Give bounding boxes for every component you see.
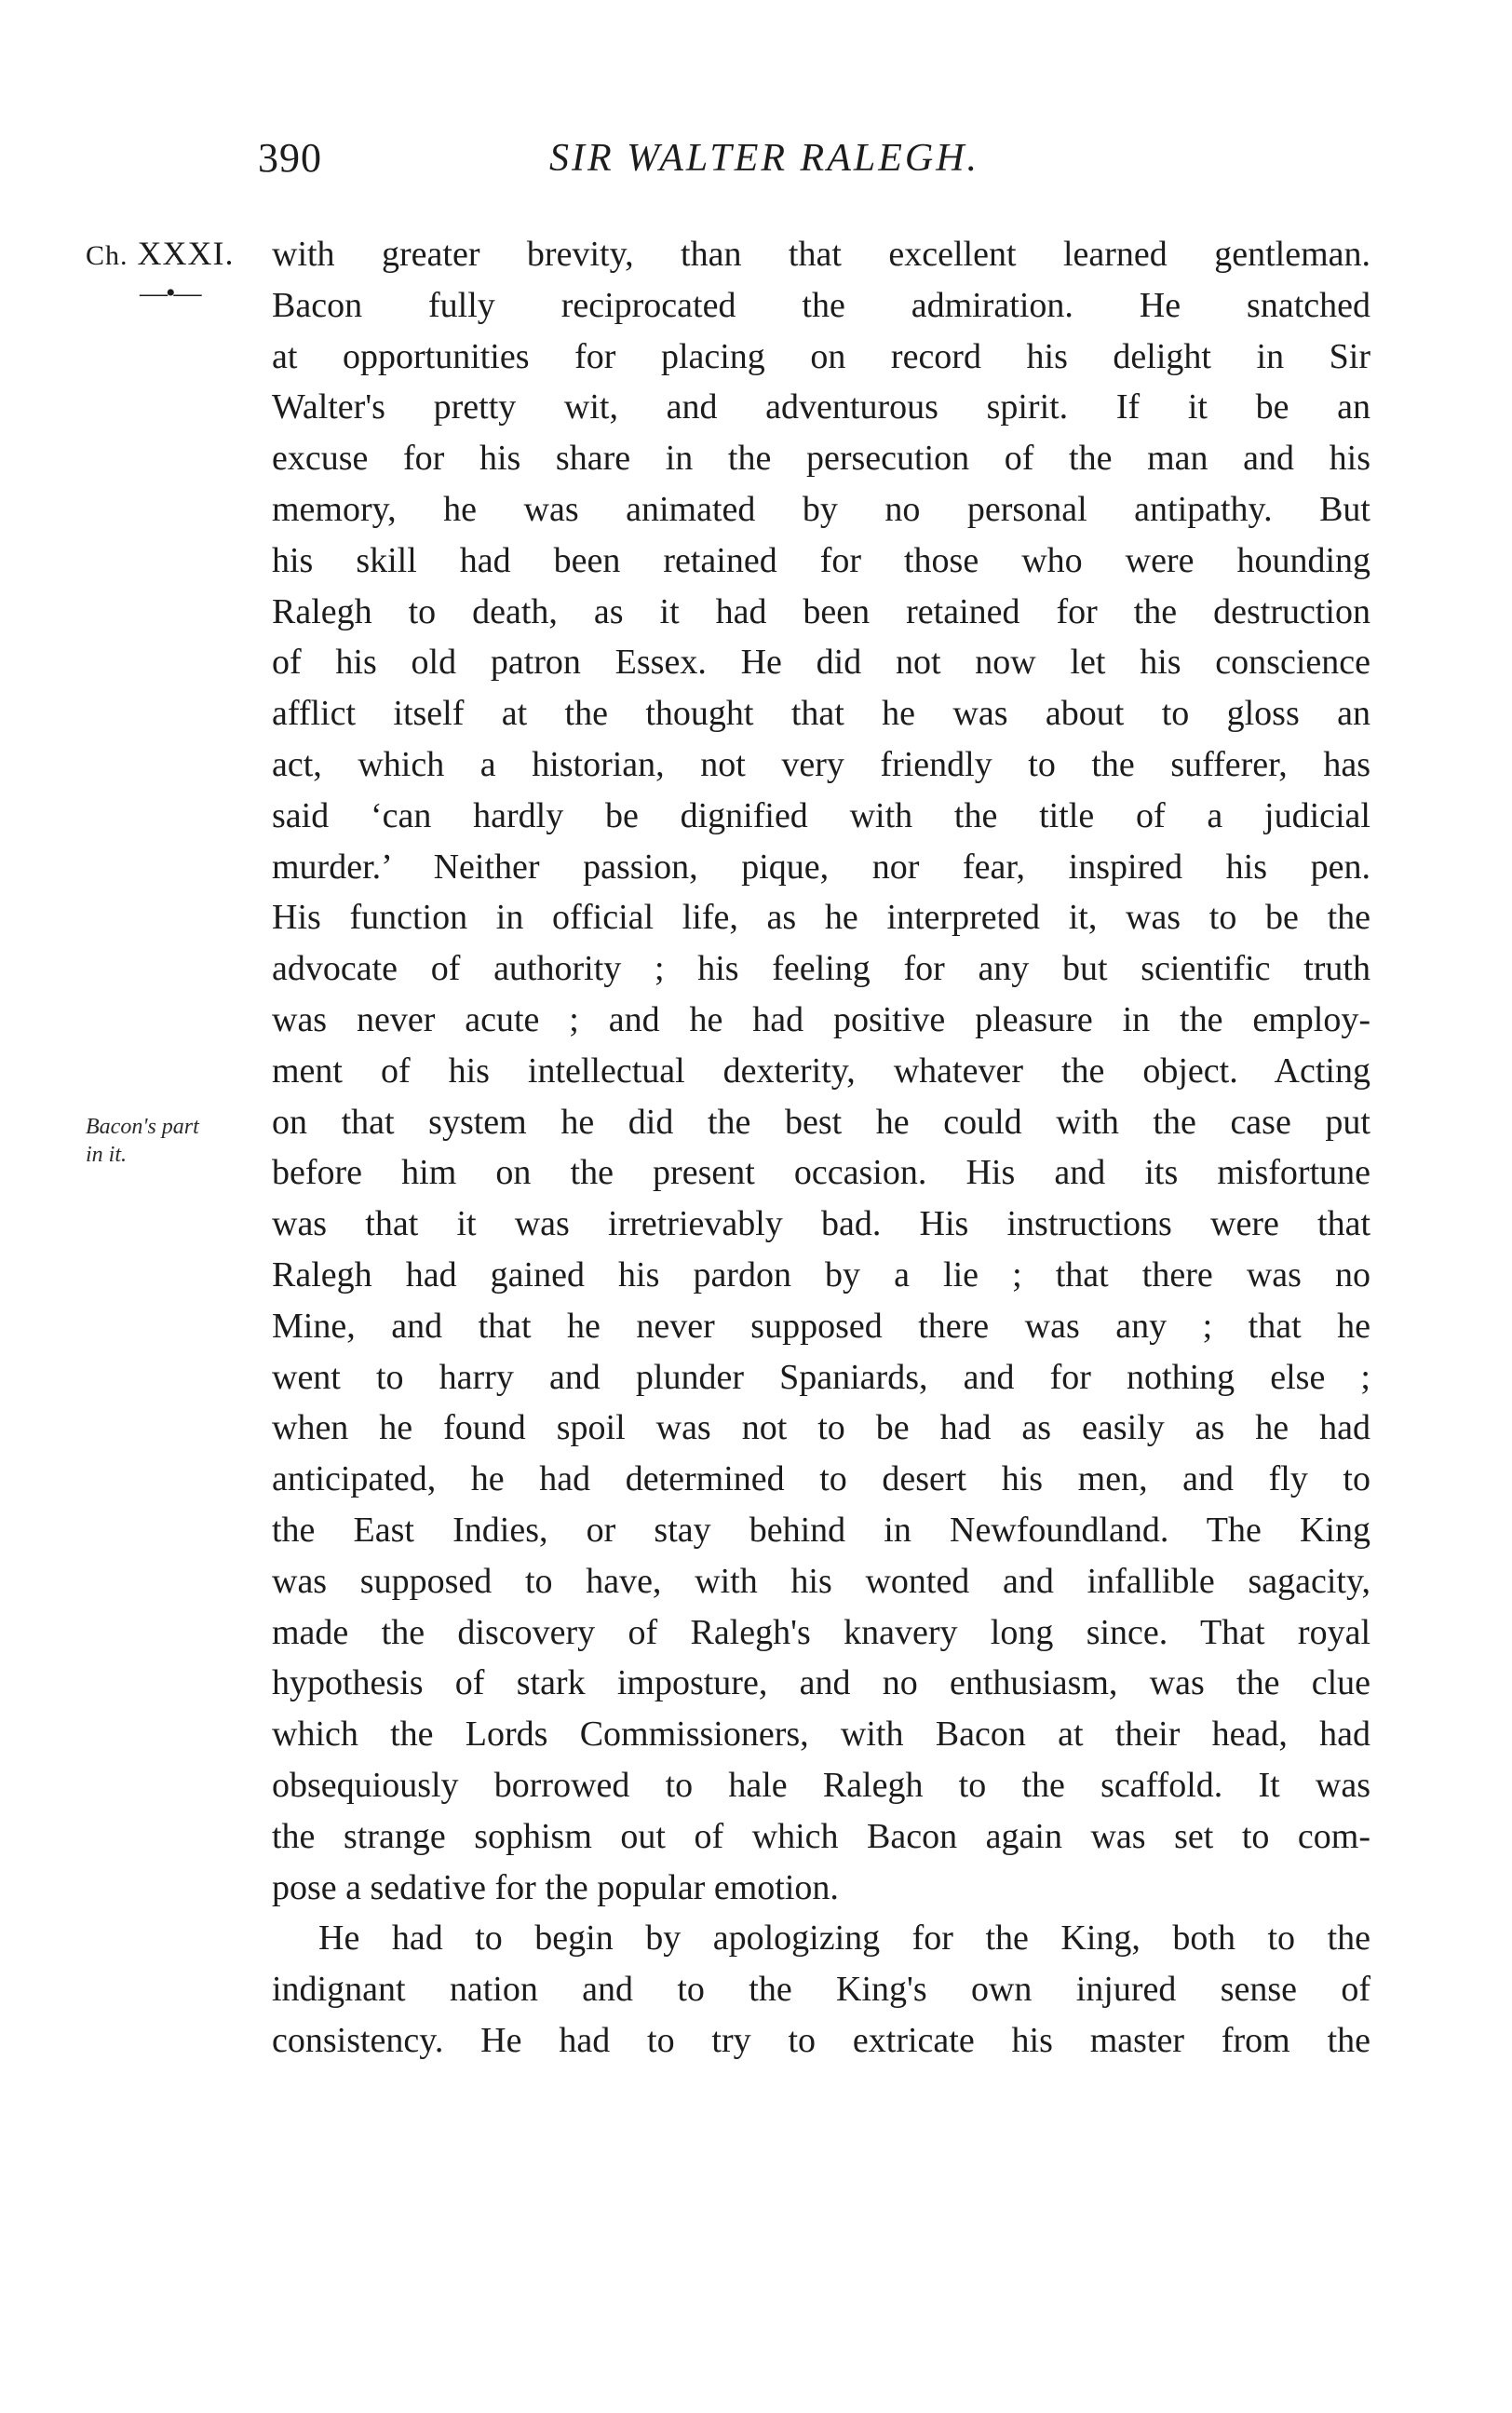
text-line: afflict itself at the thought that he was about to gloss an — [272, 694, 1370, 734]
chapter-prefix: Ch. — [86, 240, 128, 271]
text-line: of his old patron Essex. He did not now let his conscience — [272, 643, 1370, 683]
text-line: which the Lords Commissioners, with Bacon at their head, had — [272, 1715, 1370, 1755]
body-text — [272, 229, 1370, 2067]
text-line: made the discovery of Ralegh's knavery long since. That royal — [272, 1612, 1370, 1652]
chapter-label — [86, 229, 235, 280]
text-line: excuse for his share in the persecution of the man and his — [272, 439, 1370, 479]
text-line: His function in official life, as he interpreted it, was to be the — [272, 898, 1370, 938]
text-line: on that system he did the best he could with the case put — [272, 1102, 1370, 1142]
text-line: before him on the present occasion. His and its misfortune — [272, 1153, 1370, 1193]
text-line: pose a sedative for the popular emotion. — [272, 1867, 839, 1907]
text-line: was that it was irretrievably bad. His instructions were that — [272, 1204, 1370, 1244]
text-line: obsequiously borrowed to hale Ralegh to the scaffold. It was — [272, 1765, 1370, 1805]
text-line: He had to begin by apologizing for the King, both to the — [318, 1918, 1370, 1959]
text-line: ment of his intellectual dexterity, whatever the object. Acting — [272, 1051, 1370, 1091]
text-line: act, which a historian, not very friendly to the sufferer, has — [272, 744, 1370, 784]
chapter-number: XXXI. — [137, 235, 235, 272]
text-line: Ralegh had gained his pardon by a lie ; that there was no — [272, 1254, 1370, 1295]
text-line: murder.’ Neither passion, pique, nor fear, inspired his pen. — [272, 847, 1370, 887]
text-line: his skill had been retained for those who were hounding — [272, 540, 1370, 580]
side-note — [86, 1113, 272, 1169]
text-line: the East Indies, or stay behind in Newfoundland. The King — [272, 1510, 1370, 1550]
text-line: indignant nation and to the King's own injured sense of — [272, 1970, 1370, 2010]
text-line: went to harry and plunder Spaniards, and for nothing else ; — [272, 1357, 1370, 1397]
page-number: 390 — [258, 135, 322, 181]
ornament-icon: —•— — [140, 278, 200, 308]
text-line: when he found spoil was not to be had as easily as he had — [272, 1408, 1370, 1448]
text-line: Bacon fully reciprocated the admiration. He snatched — [272, 285, 1370, 325]
text-line: the strange sophism out of which Bacon again was set to com- — [272, 1816, 1370, 1856]
text-line: memory, he was animated by no personal antipathy. But — [272, 489, 1370, 529]
text-line: was never acute ; and he had positive pleasure in the employ- — [272, 999, 1370, 1039]
text-line: hypothesis of stark imposture, and no enthusiasm, was the clue — [272, 1663, 1370, 1703]
text-line: at opportunities for placing on record his delight in Sir — [272, 336, 1370, 376]
text-line: Ralegh to death, as it had been retained for the destruction — [272, 591, 1370, 631]
side-note-line: Bacon's part — [86, 1115, 199, 1139]
text-line: Walter's pretty wit, and adventurous spirit. If it be an — [272, 387, 1370, 427]
text-line: consistency. He had to try to extricate his master from the — [272, 2020, 1370, 2060]
text-line: was supposed to have, with his wonted and infallible sagacity, — [272, 1561, 1370, 1601]
running-title: SIR WALTER RALEGH. — [549, 137, 980, 180]
side-note-line: in it. — [86, 1143, 128, 1167]
text-line: advocate of authority ; his feeling for any but scientific truth — [272, 949, 1370, 989]
text-line: with greater brevity, than that excellent learned gentleman. — [272, 235, 1370, 274]
text-line: Mine, and that he never supposed there was any ; that he — [272, 1306, 1370, 1346]
text-line: said ‘can hardly be dignified with the title of a judicial — [272, 795, 1370, 835]
text-line: anticipated, he had determined to desert his men, and fly to — [272, 1459, 1370, 1499]
